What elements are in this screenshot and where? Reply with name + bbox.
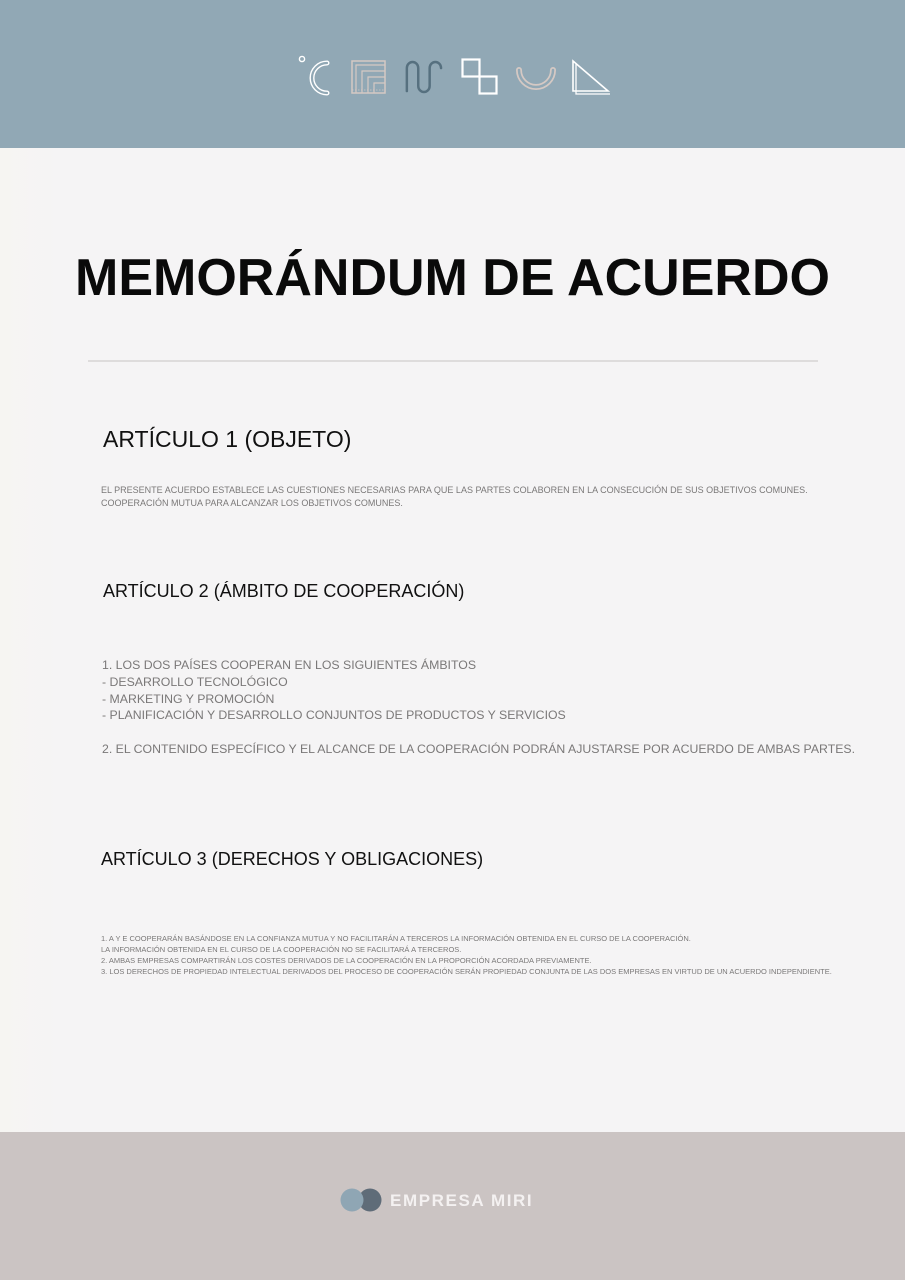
article-2-heading: ARTÍCULO 2 (ÁMBITO DE COOPERACIÓN)	[103, 581, 465, 601]
arc-icon	[514, 64, 558, 92]
company-logo-icon	[339, 1187, 383, 1213]
offset-squares-icon	[461, 58, 499, 96]
title-divider	[88, 360, 818, 362]
wave-icon	[405, 58, 445, 96]
article-2-line: - PLANIFICACIÓN Y DESARROLLO CONJUNTOS DE PRODUCTOS Y SERVICIOS	[102, 708, 566, 723]
triangle-ruler-icon	[571, 59, 611, 95]
article-2-line: - MARKETING Y PROMOCIÓN	[102, 691, 275, 706]
article-2-line: 2. EL CONTENIDO ESPECÍFICO Y EL ALCANCE DE LA COOPERACIÓN PODRÁN AJUSTARSE POR ACUERDO DE AMBAS PARTES.	[102, 741, 856, 756]
article-3-line: 1. A Y E COOPERARÁN BASÁNDOSE EN LA CONFIANZA MUTUA Y NO FACILITARÁN A TERCEROS LA INFORMACIÓN OBTENIDA EN EL CURSO DE LA COOPERACIÓN.	[101, 934, 691, 943]
article-3-heading: ARTÍCULO 3 (DERECHOS Y OBLIGACIONES)	[101, 849, 484, 869]
company-name: EMPRESA MIRI	[390, 1191, 534, 1210]
article-2-body	[102, 657, 855, 758]
degree-c-icon	[298, 55, 334, 99]
article-2-line: - DESARROLLO TECNOLÓGICO	[102, 674, 288, 689]
document-title: MEMORÁNDUM DE ACUERDO	[75, 249, 830, 307]
article-1-line: EL PRESENTE ACUERDO ESTABLECE LAS CUESTIONES NECESARIAS PARA QUE LAS PARTES COLABOREN EN LA CONSECUCIÓN DE SUS OBJETIVOS COMUNES.	[101, 485, 808, 495]
article-3-line: LA INFORMACIÓN OBTENIDA EN EL CURSO DE LA COOPERACIÓN NO SE FACILITARÁ A TERCEROS.	[101, 945, 462, 954]
article-1-line: COOPERACIÓN MUTUA PARA ALCANZAR LOS OBJETIVOS COMUNES.	[101, 497, 403, 508]
article-1-heading: ARTÍCULO 1 (OBJETO)	[103, 426, 352, 452]
paragraph-gap	[102, 724, 855, 741]
article-3-line: 3. LOS DERECHOS DE PROPIEDAD INTELECTUAL DERIVADOS DEL PROCESO DE COOPERACIÓN SERÁN PROPIEDAD CONJUNTA DE LAS DOS EMPRESAS EN VIRTUD DE UN ACUERDO INDEPENDIENTE.	[101, 967, 832, 976]
nested-squares-icon	[351, 60, 386, 94]
article-3-body	[101, 933, 832, 977]
article-3-line: 2. AMBAS EMPRESAS COMPARTIRÁN LOS COSTES DERIVADOS DE LA COOPERACIÓN EN LA PROPORCIÓN ACORDADA PREVIAMENTE.	[101, 956, 592, 965]
article-1-body	[101, 484, 808, 509]
article-2-line: 1. LOS DOS PAÍSES COOPERAN EN LOS SIGUIENTES ÁMBITOS	[102, 658, 477, 672]
header-banner	[0, 0, 905, 148]
